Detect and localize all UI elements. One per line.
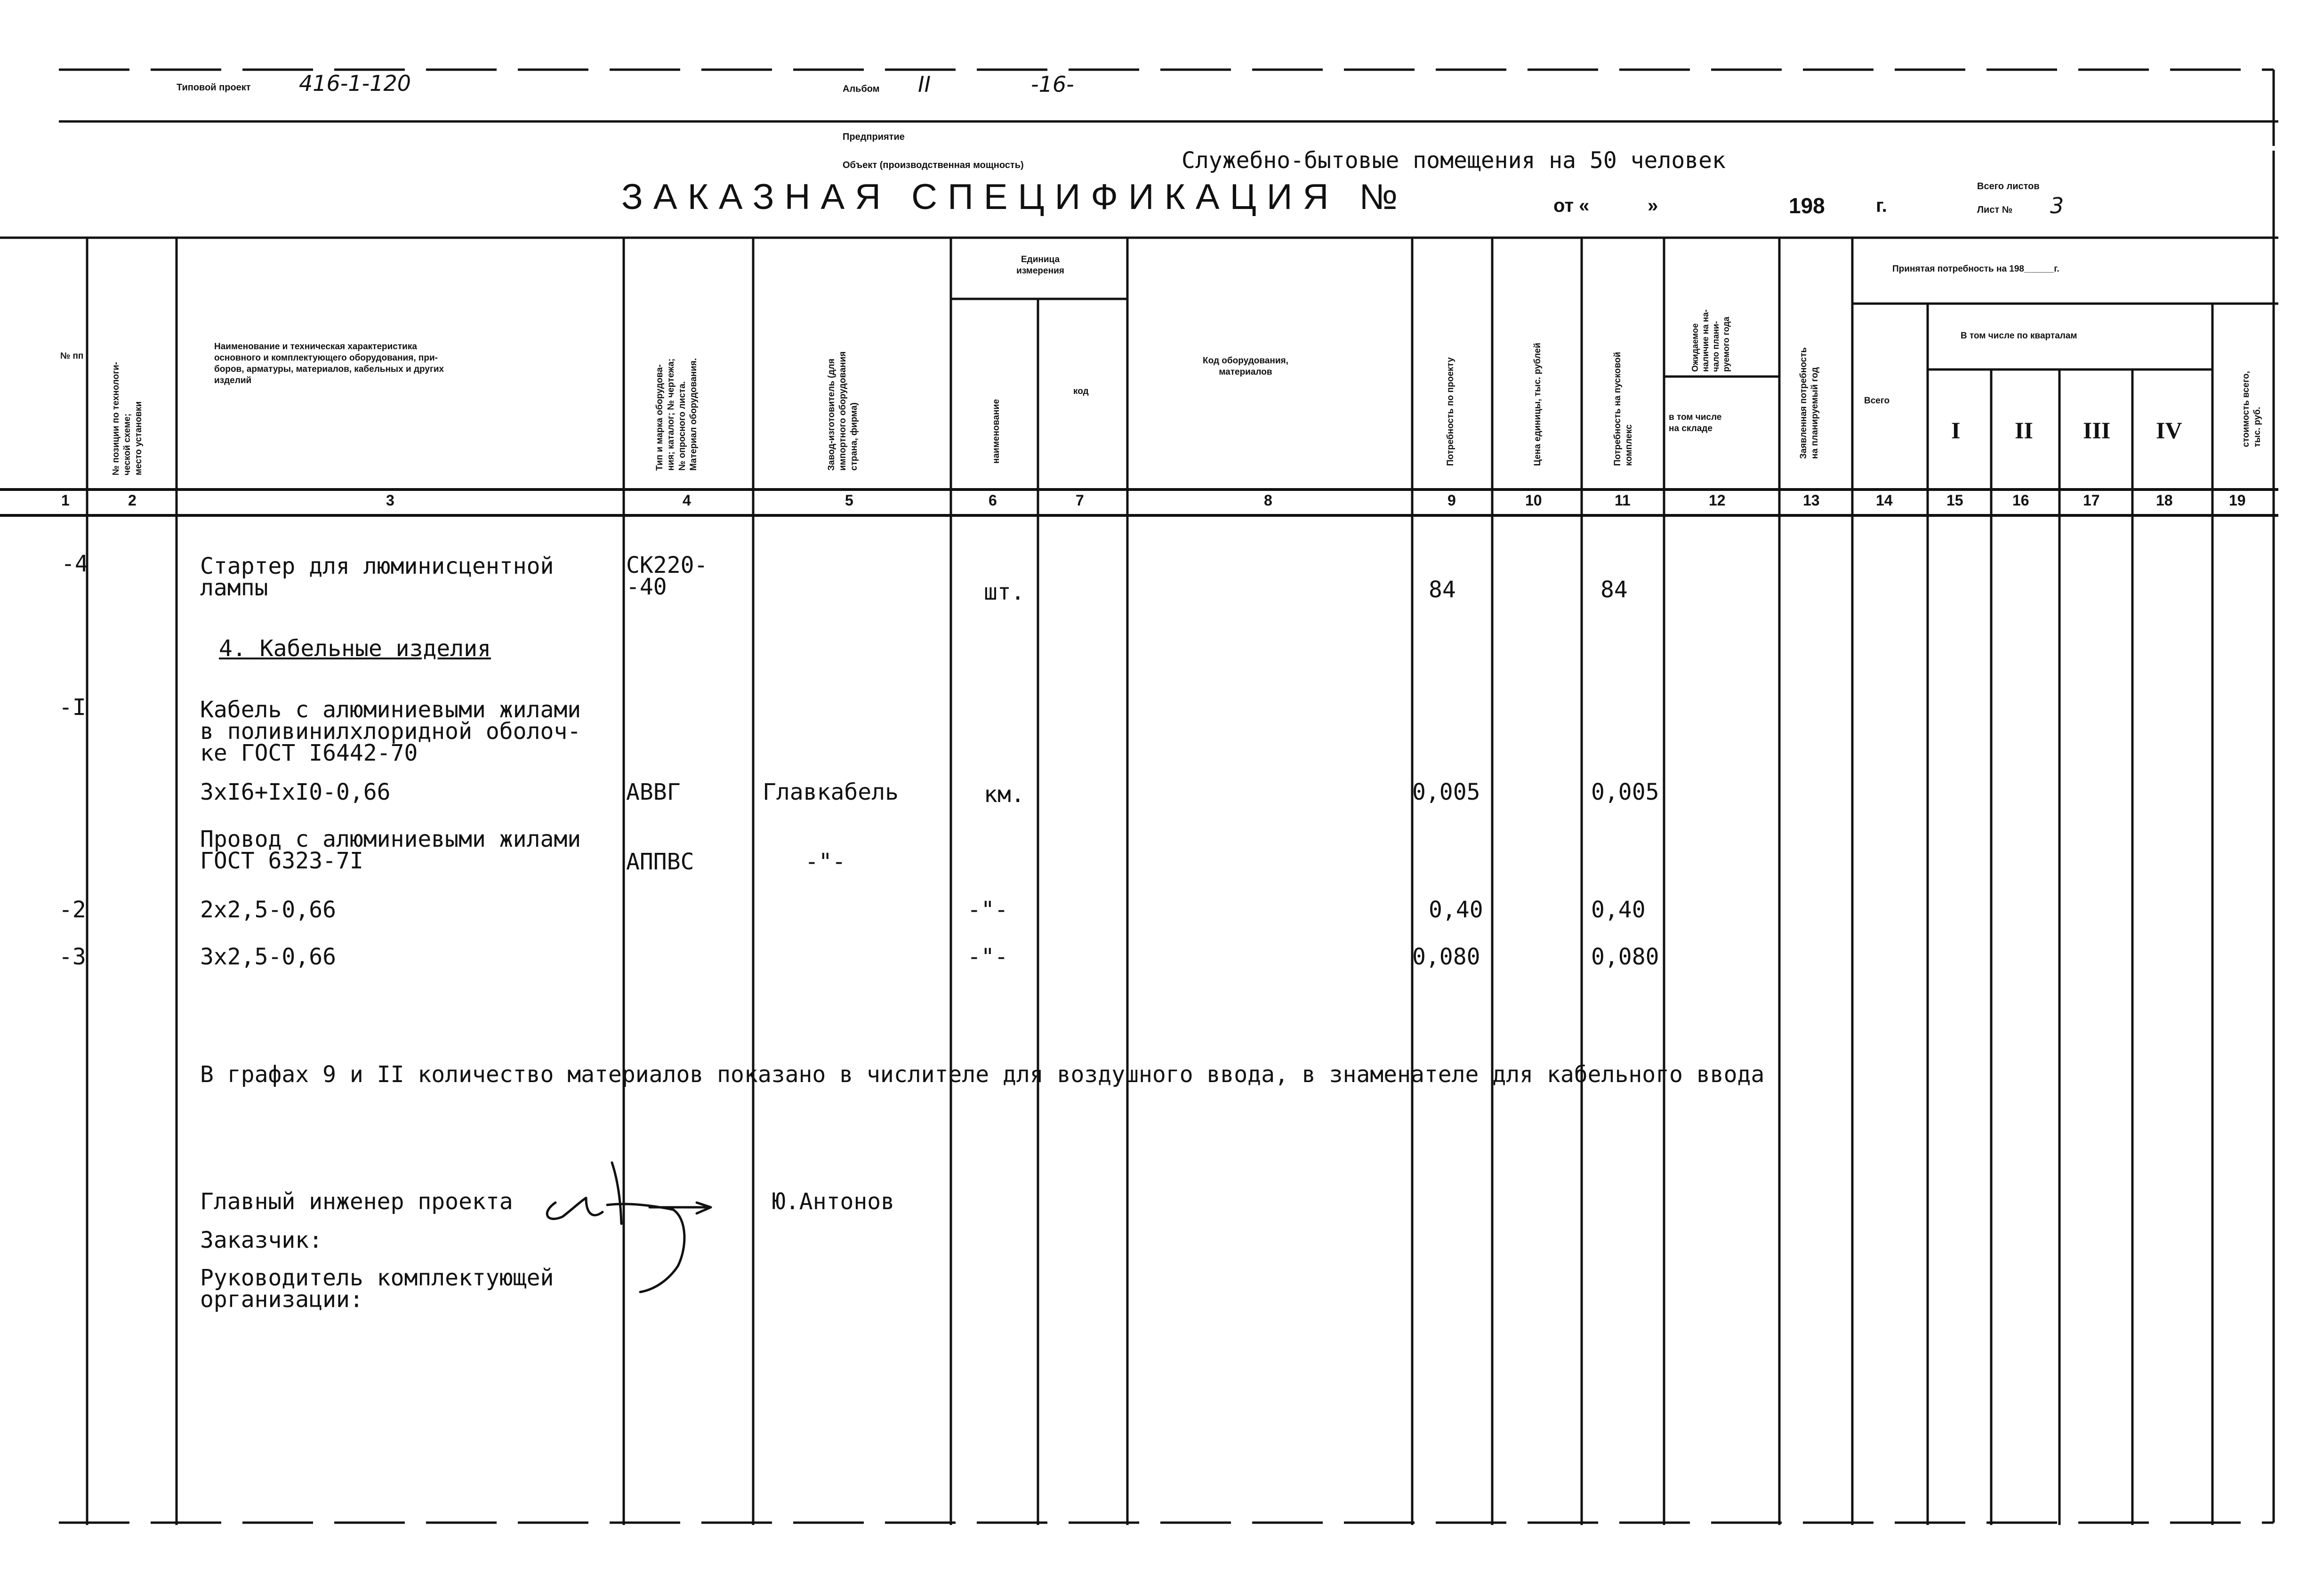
col-num-4: 4 [683,492,691,509]
year: 198 [1789,193,1825,218]
col-num-18: 18 [2156,492,2173,509]
row-unit: шт. [984,579,1025,605]
row-launch: 0,080 [1591,944,1659,970]
row-name: 2х2,5-0,66 [200,897,336,923]
customer-label: Заказчик: [200,1227,323,1253]
row-launch: 84 [1600,577,1628,603]
quarters-header: В том числе по кварталам [1961,331,2077,341]
album-label: Альбом [843,84,880,94]
col-19-header: стоимость всего, тыс. руб. [2241,371,2262,447]
col-num-17: 17 [2083,492,2100,509]
col-num-2: 2 [128,492,137,509]
row-unit: км. [984,781,1025,808]
row-need: 0,005 [1412,779,1480,805]
enterprise-label: Предприятие [843,132,905,142]
row-type: АВВГ [626,779,681,805]
col-num-5: 5 [845,492,853,509]
col-3-header: Наименование и техническая характеристика основного и комплектующего оборудования, при- боров, арматуры, материалов, кабельных и других изделий [214,342,444,385]
row-maker: -"- [805,849,846,875]
row-pos: -2 [59,897,86,923]
year-suffix: г. [1876,195,1887,216]
supplier-head-label: Руководитель комплектующей организации: [200,1265,554,1313]
col-1-header: № пп [60,351,84,361]
row-unit: -"- [967,944,1008,970]
total-sheets-label: Всего листов [1977,181,2040,192]
row-name: Стартер для люминисцентной лампы [200,553,554,601]
col-5-header: Завод-изготовитель (для импортного оборудования страна, фирма) [827,351,859,471]
unit-group-header: Единица измерения [1016,255,1064,276]
row-type: АППВС [626,849,694,875]
date-from: от « [1553,195,1590,216]
chief-engineer-label: Главный инженер проекта [200,1188,513,1215]
col-num-7: 7 [1076,492,1084,509]
project-number: 416-1-120 [299,71,411,96]
section-heading: 4. Кабельные изделия [219,635,491,662]
col-num-15: 15 [1946,492,1963,509]
col-4-header: Тип и марка оборудова- ния; каталог; № чертежа; № опросного листа. Материал оборудования. [655,358,699,471]
col-num-8: 8 [1264,492,1272,509]
col-13-header: Заявленная потребность на планируемый год [1799,347,1820,459]
object-label: Объект (производственная мощность) [843,160,1024,170]
row-launch: 0,005 [1591,779,1659,805]
col-num-16: 16 [2012,492,2029,509]
quarter-2-header: II [2015,417,2033,443]
col-num-3: 3 [386,492,394,509]
col-num-6: 6 [989,492,997,509]
accepted-need-header: Принятая потребность на 198______г. [1892,264,2059,274]
footnote: В графах 9 и II количество материалов показано в числителе для воздушного ввода, в знаменателе для кабельного ввода [200,1061,1765,1088]
row-name: Провод с алюминиевыми жилами ГОСТ 6323-7I [200,826,581,874]
quarter-4-header: IV [2156,417,2182,443]
row-pos: -3 [59,944,86,970]
col-6-header: наименование [991,399,1001,464]
row-maker: Главкабель [763,779,899,805]
sheet-number: 3 [2050,193,2064,218]
col-10-header: Цена единицы, тыс. рублей [1533,343,1543,466]
row-type: СК220- -40 [626,552,708,600]
col-num-1: 1 [61,492,70,509]
row-name: 3х2,5-0,66 [200,944,336,970]
col-12-top-header: Ожидаемое наличие на на- чало плани- руемого года [1690,309,1731,372]
sheet-label: Лист № [1977,205,2013,215]
album-number: II [918,72,931,97]
col-14-header: Всего [1864,396,1890,406]
col-12-bottom-header: в том числе на складе [1669,412,1722,433]
col-num-11: 11 [1615,492,1631,509]
col-num-14: 14 [1876,492,1893,509]
col-num-9: 9 [1447,492,1456,509]
col-num-12: 12 [1709,492,1726,509]
row-need: 0,40 [1429,897,1483,923]
row-pos: -4 [61,551,88,577]
col-num-19: 19 [2229,492,2246,509]
row-unit: -"- [967,897,1008,923]
date-mid: » [1648,195,1658,216]
row-need: 84 [1429,577,1456,603]
quarter-3-header: III [2083,417,2111,443]
row-launch: 0,40 [1591,897,1646,923]
col-num-13: 13 [1803,492,1820,509]
row-pos: -I [59,694,86,721]
quarter-1-header: I [1951,417,1961,443]
col-7-header: код [1073,386,1089,396]
object-value: Служебно-бытовые помещения на 50 человек [1182,147,1726,174]
row-name: 3хI6+IхI0-0,66 [200,779,391,805]
chief-engineer-name: Ю.Антонов [772,1188,895,1215]
project-label: Типовой проект [177,82,251,93]
col-9-header: Потребность по проекту [1446,357,1456,466]
page-title: ЗАКАЗНАЯ СПЕЦИФИКАЦИЯ № [621,177,1408,217]
col-2-header: № позиции по технологи- ческой схеме; место установки [111,361,144,475]
col-8-header: Код оборудования, материалов [1203,356,1288,377]
page-number: -16- [1031,72,1074,97]
row-name: Кабель с алюминиевыми жилами в поливинилхлоридной оболоч- ке ГОСТ I6442-70 [200,697,581,766]
row-need: 0,080 [1412,944,1480,970]
col-11-header: Потребность на пусковой комплекс [1613,352,1634,466]
col-num-10: 10 [1525,492,1542,509]
